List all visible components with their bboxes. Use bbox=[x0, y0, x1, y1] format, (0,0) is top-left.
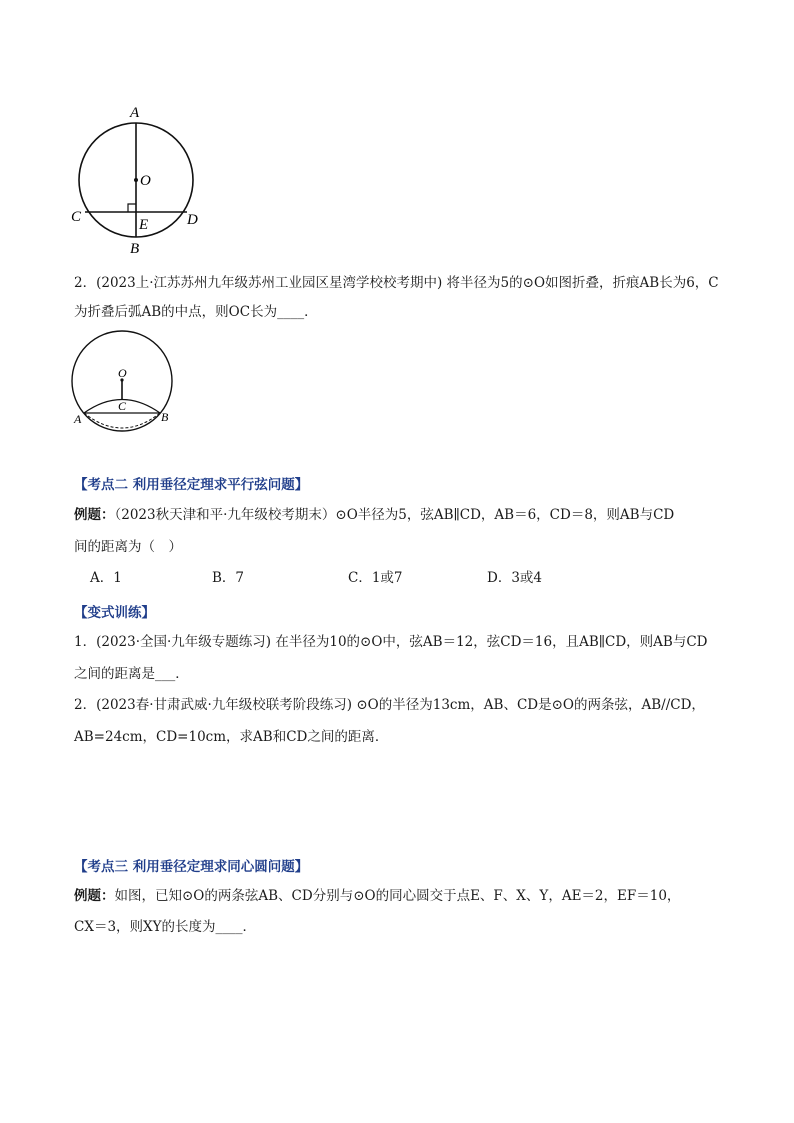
section-2-heading: 【考点二 利用垂径定理求平行弦问题】 bbox=[74, 477, 309, 493]
example-label-3: 例题： bbox=[74, 888, 115, 904]
example-text-3: 如图，已知⊙O的两条弦AB、CD分别与⊙O的同心圆交于点E、F、X、Y，AE＝2，EF＝10， bbox=[114, 888, 681, 904]
section-3-example-line-2: CX＝3，则XY的长度为____． bbox=[74, 919, 257, 935]
label-o-2: O bbox=[118, 366, 127, 380]
problem-2-line-1: 2．(2023上·江苏苏州九年级苏州工业园区星湾学校校考期中) 将半径为5的⊙O如图折叠，折痕AB长为6，C bbox=[74, 275, 719, 291]
label-c: C bbox=[71, 209, 82, 225]
label-c-2: C bbox=[118, 399, 127, 413]
example-label: 例题： bbox=[74, 507, 115, 523]
section-3-heading: 【考点三 利用垂径定理求同心圆问题】 bbox=[74, 859, 309, 875]
problem-2-line-2: 为折叠后弧AB的中点，则OC长为____． bbox=[74, 304, 318, 320]
figure-folded-circle bbox=[60, 328, 190, 438]
figure-circle-perpendicular-diameter bbox=[60, 100, 210, 260]
variant-1-line-2: 之间的距离是___． bbox=[74, 666, 189, 682]
right-angle-mark bbox=[128, 204, 136, 212]
original-arc-dashed bbox=[84, 413, 160, 428]
label-a-2: A bbox=[74, 412, 82, 426]
option-c[interactable]: C．1或7 bbox=[348, 570, 403, 586]
label-o: O bbox=[140, 173, 151, 189]
variant-training-heading: 【变式训练】 bbox=[74, 605, 155, 621]
section-2-example-line-2: 间的距离为（ ） bbox=[74, 539, 182, 555]
section-3-example-line-1 bbox=[74, 886, 754, 906]
answer-options bbox=[90, 568, 590, 588]
variant-2-line-2: AB=24cm，CD=10cm，求AB和CD之间的距离． bbox=[74, 729, 389, 745]
option-a[interactable]: A．1 bbox=[90, 570, 122, 586]
label-b: B bbox=[130, 241, 140, 257]
center-point bbox=[134, 178, 138, 182]
variant-1-line-1: 1．(2023·全国·九年级专题练习) 在半径为10的⊙O中，弦AB＝12，弦CD＝16，且AB∥CD，则AB与CD bbox=[74, 634, 708, 650]
option-b[interactable]: B．7 bbox=[212, 570, 245, 586]
section-2-example-line-1 bbox=[74, 505, 754, 525]
label-e: E bbox=[139, 217, 149, 233]
label-d: D bbox=[187, 212, 198, 228]
label-a: A bbox=[130, 105, 140, 121]
variant-2-line-1: 2．(2023春·甘肃武威·九年级校联考阶段练习) ⊙O的半径为13cm，AB、CD是⊙O的两条弦，AB//CD， bbox=[74, 697, 705, 713]
example-text: （2023秋天津和平·九年级校考期末）⊙O半径为5，弦AB∥CD，AB＝6，CD＝8，则AB与CD bbox=[114, 507, 675, 523]
label-b-2: B bbox=[161, 410, 169, 424]
option-d[interactable]: D．3或4 bbox=[487, 570, 543, 586]
